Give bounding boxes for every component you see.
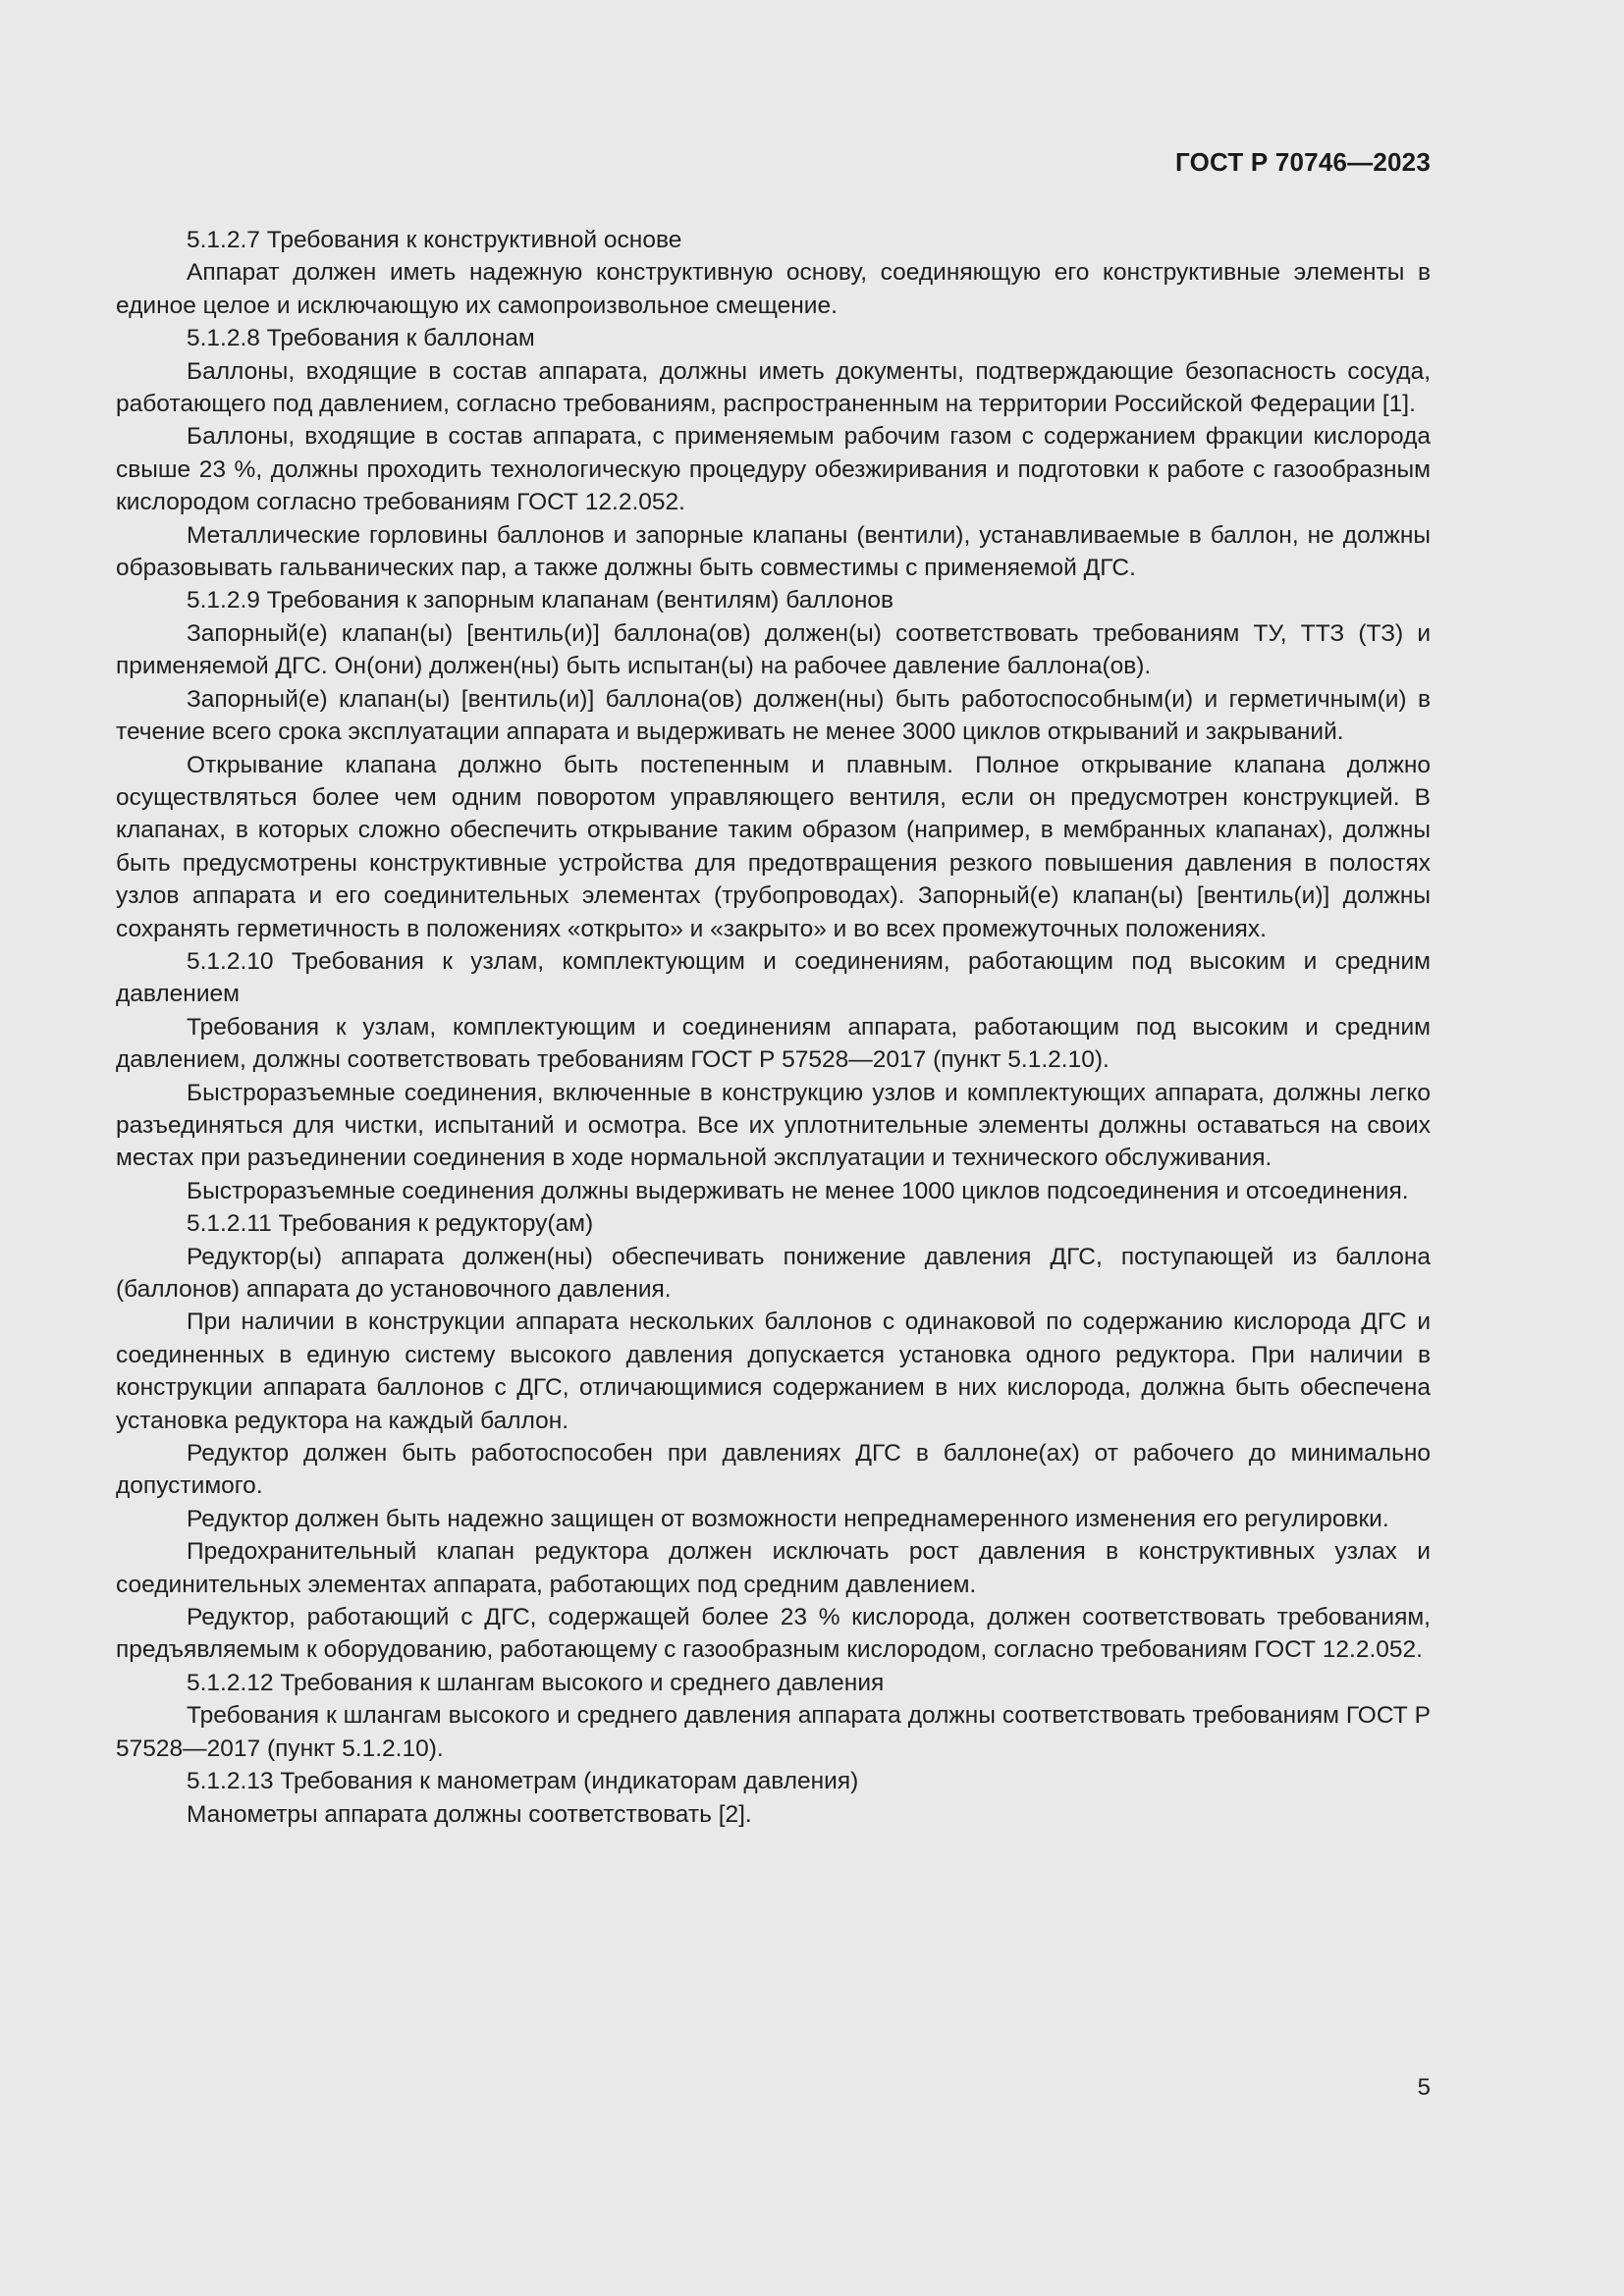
section-heading-5-1-2-8: 5.1.2.8 Требования к баллонам (187, 325, 535, 352)
section-heading-5-1-2-12: 5.1.2.12 Требования к шлангам высокого и среднего давления (187, 1669, 885, 1696)
paragraph: Редуктор, работающий с ДГС, содержащей более 23 % кислорода, должен соответствовать требованиям, предъявляемым к оборудованию, работающему с газообразным кислородом, согласно требованиям ГОСТ 12.2.052. (116, 1604, 1431, 1664)
paragraph: Запорный(е) клапан(ы) [вентиль(и)] баллона(ов) должен(ны) быть работоспособным(и) и герметичным(и) в течение всего срока эксплуатации аппарата и выдерживать не менее 3000 циклов открываний и закрываний. (116, 685, 1431, 746)
paragraph: Редуктор должен быть работоспособен при давлениях ДГС в баллоне(ах) от рабочего до минимально допустимого. (116, 1440, 1431, 1500)
paragraph: Открывание клапана должно быть постепенным и плавным. Полное открывание клапана должно осуществляться более чем одним поворотом управляющего вентиля, если он предусмотрен конструкцией. В клапанах, в которых сложно обеспечить открывание таким образом (например, в мембранных клапанах), должны быть предусмотрены конструктивные устройства для предотвращения резкого повышения давления в полостях узлов аппарата и его соединительных элементах (трубопроводах). Запорный(е) клапан(ы) [вентиль(и)] должны сохранять герметичность в положениях «открыто» и «закрыто» и во всех промежуточных положениях. (116, 751, 1431, 942)
paragraph: Металлические горловины баллонов и запорные клапаны (вентили), устанавливаемые в баллон, не должны образовывать гальванических пар, а также должны быть совместимы с применяемой ДГС. (116, 521, 1431, 582)
section-heading-5-1-2-7: 5.1.2.7 Требования к конструктивной основе (187, 227, 682, 253)
section-heading-5-1-2-11: 5.1.2.11 Требования к редуктору(ам) (187, 1210, 594, 1238)
paragraph: Быстроразъемные соединения, включенные в конструкцию узлов и комплектующих аппарата, должны легко разъединяться для чистки, испытаний и осмотра. Все их уплотнительные элементы должны оставаться на своих местах при разъединении соединения в ходе нормальной эксплуатации и технического обслуживания. (116, 1079, 1431, 1172)
section-heading-5-1-2-10: 5.1.2.10 Требования к узлам, комплектующим и соединениям, работающим под высоким и средним давлением (116, 947, 1431, 1008)
section-heading-5-1-2-9: 5.1.2.9 Требования к запорным клапанам (вентилям) баллонов (187, 587, 894, 614)
paragraph: Манометры аппарата должны соответствовать [2]. (187, 1800, 752, 1828)
paragraph: Редуктор(ы) аппарата должен(ны) обеспечивать понижение давления ДГС, поступающей из баллона (баллонов) аппарата до установочного давления. (116, 1243, 1431, 1303)
paragraph: Требования к узлам, комплектующим и соединениям аппарата, работающим под высоким и средним давлением, должны соответствовать требованиям ГОСТ Р 57528—2017 (пункт 5.1.2.10). (116, 1013, 1431, 1074)
paragraph: Быстроразъемные соединения должны выдерживать не менее 1000 циклов подсоединения и отсоединения. (187, 1177, 1409, 1204)
paragraph: Аппарат должен иметь надежную конструктивную основу, соединяющую его конструктивные элементы в единое целое и исключающую их самопроизвольное смещение. (116, 259, 1431, 319)
paragraph: Требования к шлангам высокого и среднего давления аппарата должны соответствовать требованиям ГОСТ Р 57528—2017 (пункт 5.1.2.10). (116, 1702, 1431, 1762)
document-header: ГОСТ Р 70746—2023 (1175, 147, 1431, 177)
paragraph: Запорный(е) клапан(ы) [вентиль(и)] баллона(ов) должен(ы) соответствовать требованиям ТУ, ТТЗ (ТЗ) и применяемой ДГС. Он(они) должен(ны) быть испытан(ы) на рабочее давление баллона(ов). (116, 619, 1431, 680)
paragraph: Баллоны, входящие в состав аппарата, с применяемым рабочим газом с содержанием фракции кислорода свыше 23 %, должны проходить технологическую процедуру обезжиривания и подготовки к работе с газообразным кислородом согласно требованиям ГОСТ 12.2.052. (116, 423, 1431, 516)
page-number: 5 (1417, 2074, 1431, 2101)
paragraph: Баллоны, входящие в состав аппарата, должны иметь документы, подтверждающие безопасность сосуда, работающего под давлением, согласно требованиям, распространенным на территории Российской Федерации [1]. (116, 357, 1431, 418)
paragraph: Редуктор должен быть надежно защищен от возможности непреднамеренного изменения его регулировки. (187, 1505, 1389, 1532)
paragraph: Предохранительный клапан редуктора должен исключать рост давления в конструктивных узлах и соединительных элементах аппарата, работающих под средним давлением. (116, 1538, 1431, 1598)
document-body (116, 224, 1431, 1831)
paragraph: При наличии в конструкции аппарата нескольких баллонов с одинаковой по содержанию кислорода ДГС и соединенных в единую систему высокого давления допускается установка одного редуктора. При наличии в конструкции аппарата баллонов с ДГС, отличающимися содержанием в них кислорода, должна быть обеспечена установка редуктора на каждый баллон. (116, 1308, 1431, 1434)
section-heading-5-1-2-13: 5.1.2.13 Требования к манометрам (индикаторам давления) (187, 1768, 859, 1795)
